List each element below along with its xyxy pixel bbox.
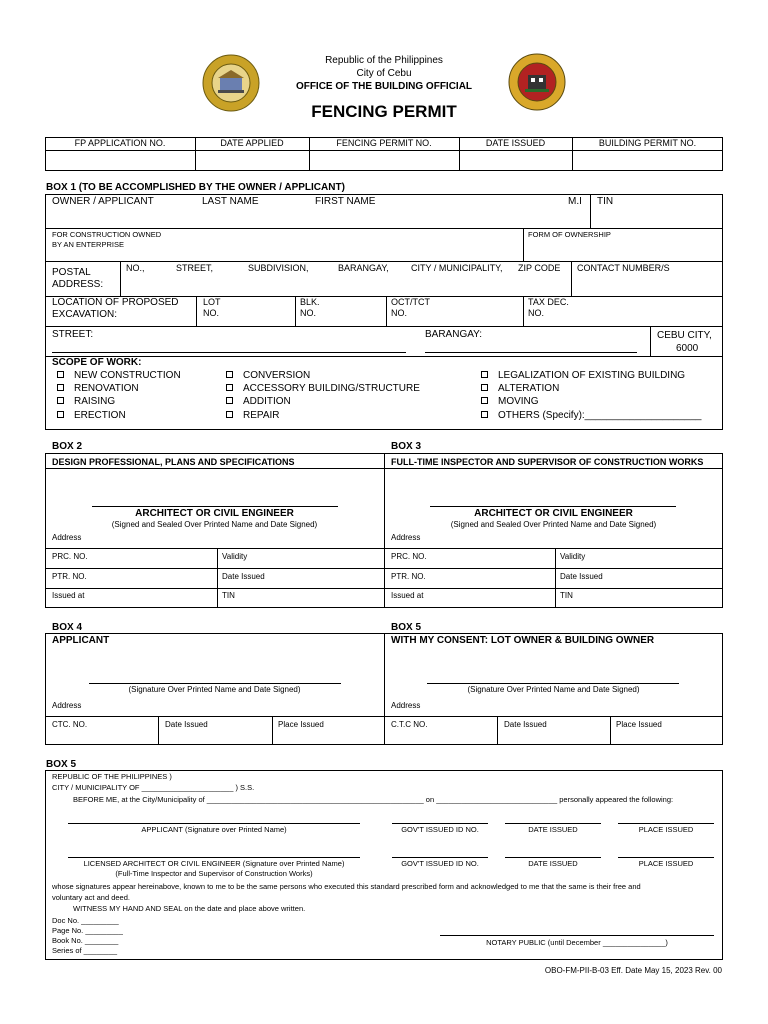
notary-city: CITY / MUNICIPALITY OF ______________________ ) S.S. — [52, 783, 255, 792]
notary-whose-2: voluntary act and deed. — [52, 893, 130, 902]
box5a-address-label: Address — [391, 701, 421, 710]
notary-place-issued-2: PLACE ISSUED — [638, 859, 694, 868]
scope-erection[interactable]: ERECTION — [57, 411, 126, 421]
scope-addition[interactable]: ADDITION — [226, 397, 291, 407]
box5a-signature-field[interactable] — [427, 659, 679, 683]
first-name-label: FIRST NAME — [315, 196, 376, 207]
date-applied-header: DATE APPLIED — [220, 138, 284, 148]
date-issued-field[interactable] — [460, 151, 571, 170]
owner-name-field[interactable] — [46, 208, 589, 227]
notary-book-no: Book No. ________ — [52, 936, 119, 945]
scope-raising[interactable]: RAISING — [57, 397, 115, 407]
checkbox-icon[interactable] — [481, 411, 488, 418]
tin-label: TIN — [597, 196, 614, 207]
postal-barangay-label: BARANGAY, — [338, 263, 389, 273]
postal-label-2: ADDRESS: — [52, 279, 104, 290]
box5a-label: BOX 5 — [391, 622, 422, 633]
box3-tin-label: TIN — [560, 591, 573, 600]
box5a-place-issued-label: Place Issued — [616, 720, 662, 729]
fencing-permit-field[interactable] — [310, 151, 458, 170]
fp-application-field[interactable] — [46, 151, 194, 170]
notary-republic: REPUBLIC OF THE PHILIPPINES ) — [52, 772, 172, 781]
scope-title: SCOPE OF WORK: — [52, 357, 142, 368]
form-code-footer: OBO-FM-PII-B-03 Eff. Date May 15, 2023 Rev. 00 — [544, 966, 722, 975]
scope-moving[interactable]: MOVING — [481, 397, 539, 407]
checkbox-icon[interactable] — [226, 411, 233, 418]
header-office: OFFICE OF THE BUILDING OFFICIAL — [295, 81, 473, 92]
scope-conversion[interactable]: CONVERSION — [226, 371, 310, 381]
box2-issued-at-label: Issued at — [52, 591, 85, 600]
postal-address-field[interactable] — [121, 275, 570, 295]
date-applied-field[interactable] — [196, 151, 308, 170]
box5a-title: WITH MY CONSENT: LOT OWNER & BUILDING OWNER — [391, 635, 655, 646]
street-label: STREET: — [52, 329, 94, 340]
box3-prc-label: PRC. NO. — [391, 552, 427, 561]
scope-new-construction[interactable]: NEW CONSTRUCTION — [57, 371, 181, 381]
checkbox-icon[interactable] — [57, 371, 64, 378]
box4-address-label: Address — [52, 701, 82, 710]
box4-signature-field[interactable] — [89, 659, 341, 683]
box2-prc-label: PRC. NO. — [52, 552, 88, 561]
notary-govid-1: GOV'T ISSUED ID NO. — [401, 825, 479, 834]
tax-label-1: TAX DEC. — [528, 297, 569, 307]
fencing-permit-header: FENCING PERMIT NO. — [336, 138, 432, 148]
scope-repair[interactable]: REPAIR — [226, 411, 280, 421]
form-ownership-label: FORM OF OWNERSHIP — [528, 230, 611, 239]
box2-ptr-label: PTR. NO. — [52, 572, 87, 581]
box3-note: (Signed and Sealed Over Printed Name and Date Signed) — [450, 520, 657, 529]
checkbox-icon[interactable] — [481, 371, 488, 378]
notary-page-no: Page No. _________ — [52, 926, 123, 935]
checkbox-icon[interactable] — [57, 411, 64, 418]
location-label-2: EXCAVATION: — [52, 309, 118, 320]
oct-tct-field[interactable] — [430, 297, 522, 325]
notary-place-issued-1: PLACE ISSUED — [638, 825, 694, 834]
box3-issued-at-label: Issued at — [391, 591, 424, 600]
notary-public: NOTARY PUBLIC (until December _______________) — [486, 938, 668, 947]
notary-date-issued-1: DATE ISSUED — [528, 825, 578, 834]
page-title: FENCING PERMIT — [311, 102, 457, 121]
tax-label-2: NO. — [528, 308, 545, 318]
postal-city-label: CITY / MUNICIPALITY, — [411, 263, 503, 273]
owner-label: OWNER / APPLICANT — [52, 196, 154, 207]
notary-govid-2: GOV'T ISSUED ID NO. — [401, 859, 479, 868]
box4-date-issued-label: Date Issued — [165, 720, 208, 729]
owner-tin-field[interactable] — [591, 208, 722, 227]
scope-others[interactable]: OTHERS (Specify):_____________________ — [481, 411, 701, 421]
box4-place-issued-label: Place Issued — [278, 720, 324, 729]
contact-number-label: CONTACT NUMBER/S — [577, 263, 670, 273]
box2-title: DESIGN PROFESSIONAL, PLANS AND SPECIFICATIONS — [52, 457, 295, 467]
location-label-1: LOCATION OF PROPOSED — [52, 297, 179, 308]
contact-number-field[interactable] — [572, 275, 722, 295]
box3-validity-label: Validity — [560, 552, 586, 561]
fp-application-header: FP APPLICATION NO. — [74, 138, 166, 148]
box2-signature-field[interactable] — [92, 482, 338, 506]
last-name-label: LAST NAME — [202, 196, 259, 207]
box3-signature-field[interactable] — [430, 482, 676, 506]
postal-subdivision-label: SUBDIVISION, — [248, 263, 309, 273]
barangay-field[interactable] — [488, 328, 637, 352]
box3-role: ARCHITECT OR CIVIL ENGINEER — [474, 508, 633, 519]
checkbox-icon[interactable] — [57, 397, 64, 404]
header-city: City of Cebu — [356, 68, 412, 79]
box4-title: APPLICANT — [52, 635, 110, 646]
box2-role: ARCHITECT OR CIVIL ENGINEER — [135, 508, 294, 519]
enterprise-field[interactable] — [200, 230, 520, 259]
box3-address-label: Address — [391, 533, 421, 542]
tax-dec-field[interactable] — [570, 297, 722, 325]
notary-date-issued-2: DATE ISSUED — [528, 859, 578, 868]
date-issued-header: DATE ISSUED — [485, 138, 546, 148]
box3-title: FULL-TIME INSPECTOR AND SUPERVISOR OF CONSTRUCTION WORKS — [391, 457, 704, 467]
box1-title: BOX 1 (TO BE ACCOMPLISHED BY THE OWNER / APPLICANT) — [46, 182, 345, 193]
box3-ptr-label: PTR. NO. — [391, 572, 426, 581]
checkbox-icon[interactable] — [226, 384, 233, 391]
notary-whose-1: whose signatures appear hereinabove, known to me to be the same persons who executed this standard prescribed form and acknowledged to me that the same is their free and — [52, 882, 641, 891]
box5a-ctc-label: C.T.C NO. — [391, 720, 428, 729]
blk-label-1: BLK. — [300, 297, 320, 307]
box3-date-issued-label: Date Issued — [560, 572, 603, 581]
postal-label-1: POSTAL — [52, 267, 91, 278]
box5a-note: (Signature Over Printed Name and Date Signed) — [467, 685, 640, 694]
postal-zip-label: ZIP CODE — [518, 263, 561, 273]
box2-note: (Signed and Sealed Over Printed Name and Date Signed) — [111, 520, 318, 529]
notary-doc-no: Doc No. _________ — [52, 916, 119, 925]
cebu-city-label: CEBU CITY, — [657, 330, 712, 341]
scope-accessory[interactable]: ACCESSORY BUILDING/STRUCTURE — [226, 384, 420, 394]
box4-note: (Signature Over Printed Name and Date Signed) — [128, 685, 301, 694]
enterprise-label-2: BY AN ENTERPRISE — [52, 240, 124, 249]
box2-validity-label: Validity — [222, 552, 248, 561]
box2-date-issued-label: Date Issued — [222, 572, 265, 581]
box4-ctc-label: CTC. NO. — [52, 720, 88, 729]
scope-legalization[interactable]: LEGALIZATION OF EXISTING BUILDING — [481, 371, 685, 381]
box3-label: BOX 3 — [391, 441, 422, 452]
blk-no-field[interactable] — [325, 297, 385, 325]
blk-label-2: NO. — [300, 308, 317, 318]
header-republic: Republic of the Philippines — [325, 55, 443, 66]
oct-label-1: OCT/TCT — [391, 297, 430, 307]
checkbox-icon[interactable] — [226, 371, 233, 378]
notary-witness: WITNESS MY HAND AND SEAL on the date and place above written. — [73, 904, 306, 913]
notary-applicant-sig: APPLICANT (Signature over Printed Name) — [141, 825, 287, 834]
building-permit-field[interactable] — [573, 151, 722, 170]
postal-street-label: STREET, — [176, 263, 214, 273]
notary-fulltime: (Full-Time Inspector and Supervisor of Construction Works) — [115, 869, 313, 878]
notary-licensed: LICENSED ARCHITECT OR CIVIL ENGINEER (Signature over Printed Name) — [83, 859, 345, 868]
lot-label-1: LOT — [203, 297, 221, 307]
box4-label: BOX 4 — [52, 622, 83, 633]
lot-label-2: NO. — [203, 308, 220, 318]
notary-before-me: BEFORE ME, at the City/Municipality of ____________________________________________________ on _____________________________ personally appeared the following: — [73, 795, 674, 804]
notary-series: Series of ________ — [52, 946, 118, 955]
zip-6000-label: 6000 — [676, 343, 699, 354]
oct-label-2: NO. — [391, 308, 408, 318]
checkbox-icon[interactable] — [481, 397, 488, 404]
scope-renovation[interactable]: RENOVATION — [57, 384, 139, 394]
postal-no-label: NO., — [126, 263, 145, 273]
checkbox-icon[interactable] — [226, 397, 233, 404]
barangay-label: BARANGAY: — [425, 329, 483, 340]
form-ownership-field[interactable] — [524, 241, 722, 260]
checkbox-icon[interactable] — [57, 384, 64, 391]
box2-label: BOX 2 — [52, 441, 83, 452]
checkbox-icon[interactable] — [481, 384, 488, 391]
box2-address-label: Address — [52, 533, 82, 542]
street-field[interactable] — [96, 328, 406, 352]
enterprise-label-1: FOR CONSTRUCTION OWNED — [52, 230, 162, 239]
box5a-date-issued-label: Date Issued — [504, 720, 547, 729]
mi-label: M.I — [568, 196, 582, 207]
box5b-label: BOX 5 — [46, 759, 77, 770]
building-permit-header: BUILDING PERMIT NO. — [598, 138, 697, 148]
lot-no-field[interactable] — [225, 297, 294, 325]
scope-alteration[interactable]: ALTERATION — [481, 384, 559, 394]
box2-tin-label: TIN — [222, 591, 235, 600]
